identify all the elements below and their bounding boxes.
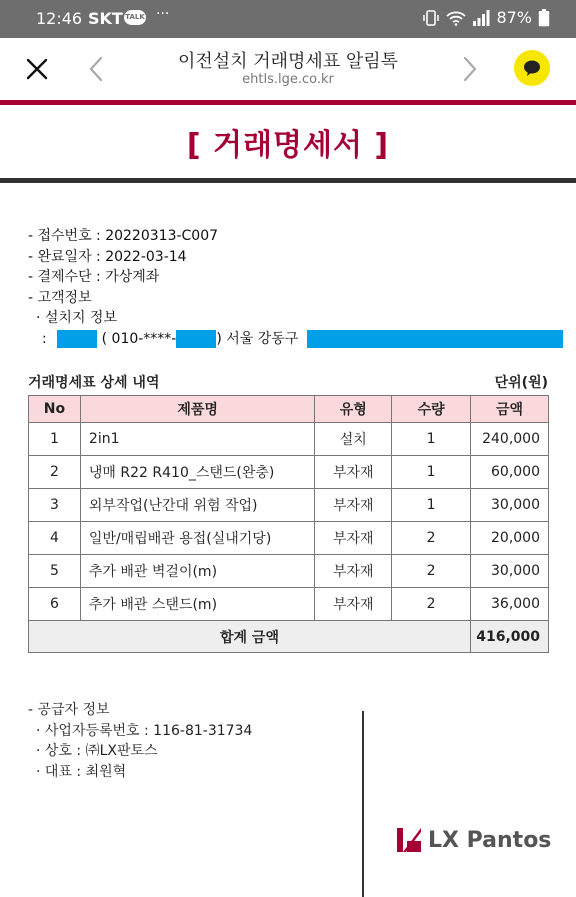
row-type: 부자재 (315, 456, 392, 489)
customer-info-heading: - 고객정보 (28, 289, 92, 306)
battery-icon (538, 9, 550, 27)
receipt-number: - 접수번호 : 20220313-C007 (28, 228, 219, 244)
status-bar (0, 0, 576, 38)
table-row (29, 588, 549, 621)
total-label: 합계 금액 (29, 621, 471, 653)
row-product: 냉매 R22 R410_스탠드(완충) (80, 456, 314, 489)
row-product: 외부작업(난간대 위험 작업) (80, 489, 314, 522)
table-header-row (29, 396, 549, 423)
row-qty: 2 (392, 522, 471, 555)
total-row (29, 621, 549, 653)
column-header: 유형 (315, 396, 392, 423)
vertical-divider (362, 711, 364, 897)
row-no: 2 (29, 456, 81, 489)
row-amount: 20,000 (471, 522, 549, 555)
row-qty: 1 (392, 456, 471, 489)
row-type: 설치 (315, 423, 392, 456)
table-row (29, 489, 549, 522)
table-row (29, 456, 549, 489)
row-no: 1 (29, 423, 81, 456)
row-type: 부자재 (315, 489, 392, 522)
forward-arrow-icon[interactable] (460, 55, 480, 83)
page-title: 이전설치 거래명세표 알림톡 (177, 51, 399, 72)
header-divider (0, 100, 576, 105)
document-title: [ 거래명세서 ] (186, 128, 390, 163)
row-product: 추가 배관 벽걸이(m) (80, 555, 314, 588)
redacted-address (307, 330, 563, 348)
row-amount: 240,000 (471, 423, 549, 456)
install-info-heading: · 설치지 정보 (36, 310, 117, 326)
redacted-phone (176, 330, 216, 348)
company-name: · 상호 : ㈜LX판토스 (36, 743, 158, 759)
row-amount: 36,000 (471, 588, 549, 621)
row-qty: 1 (392, 489, 471, 522)
row-type: 부자재 (315, 522, 392, 555)
install-address (28, 329, 563, 351)
ceo-name: · 대표 : 최원혁 (36, 763, 127, 780)
supplier-info (28, 700, 252, 782)
row-amount: 30,000 (471, 489, 549, 522)
row-qty: 2 (392, 588, 471, 621)
row-amount: 60,000 (471, 456, 549, 489)
address-colon: : (42, 330, 47, 347)
row-no: 3 (29, 489, 81, 522)
row-no: 4 (29, 522, 81, 555)
speech-bubble-icon (523, 59, 541, 77)
column-header: 금액 (471, 396, 549, 423)
unit-label: 단위(원) (494, 375, 548, 391)
row-qty: 2 (392, 555, 471, 588)
row-product: 추가 배관 스탠드(m) (80, 588, 314, 621)
row-type: 부자재 (315, 588, 392, 621)
column-header: 수량 (392, 396, 471, 423)
address-city: ) 서울 강동구 (216, 330, 299, 347)
lx-logo-icon (396, 827, 422, 853)
status-time: 12:46 (36, 9, 83, 28)
status-carrier: SKT (88, 9, 123, 28)
total-amount: 416,000 (471, 621, 549, 653)
title-divider (0, 178, 576, 183)
lx-pantos-logo (396, 825, 551, 855)
transaction-info (28, 226, 563, 351)
wifi-icon (446, 10, 466, 26)
battery-percent: 87% (496, 8, 532, 27)
phone-prefix: ( 010-****- (101, 330, 177, 347)
table-row (29, 522, 549, 555)
signal-icon (472, 10, 490, 26)
vibrate-icon (422, 9, 440, 27)
row-amount: 30,000 (471, 555, 549, 588)
table-row (29, 423, 549, 456)
payment-method: - 결제수단 : 가상계좌 (28, 269, 160, 285)
row-product: 2in1 (80, 423, 314, 456)
kakaotalk-share-button[interactable] (514, 50, 550, 86)
row-type: 부자재 (315, 555, 392, 588)
completion-date: - 완료일자 : 2022-03-14 (28, 248, 187, 265)
table-row (29, 555, 549, 588)
row-product: 일반/매립배관 용접(실내기당) (80, 522, 314, 555)
redacted-name (57, 330, 97, 348)
more-notifications-icon: ··· (156, 6, 170, 22)
logo-text: LX Pantos (428, 827, 552, 853)
supplier-heading: - 공급자 정보 (28, 702, 110, 718)
status-indicators (422, 8, 550, 27)
row-no: 5 (29, 555, 81, 588)
row-no: 6 (29, 588, 81, 621)
row-qty: 1 (392, 423, 471, 456)
browser-header (0, 38, 576, 100)
items-table (28, 395, 549, 653)
detail-heading: 거래명세표 상세 내역 (28, 375, 160, 391)
column-header: 제품명 (80, 396, 314, 423)
business-registration-number: · 사업자등록번호 : 116-81-31734 (36, 722, 253, 739)
kakaotalk-notification-icon: TALK (124, 10, 146, 25)
page-url: ehtls.lge.co.kr (242, 72, 334, 87)
column-header: No (29, 396, 81, 423)
